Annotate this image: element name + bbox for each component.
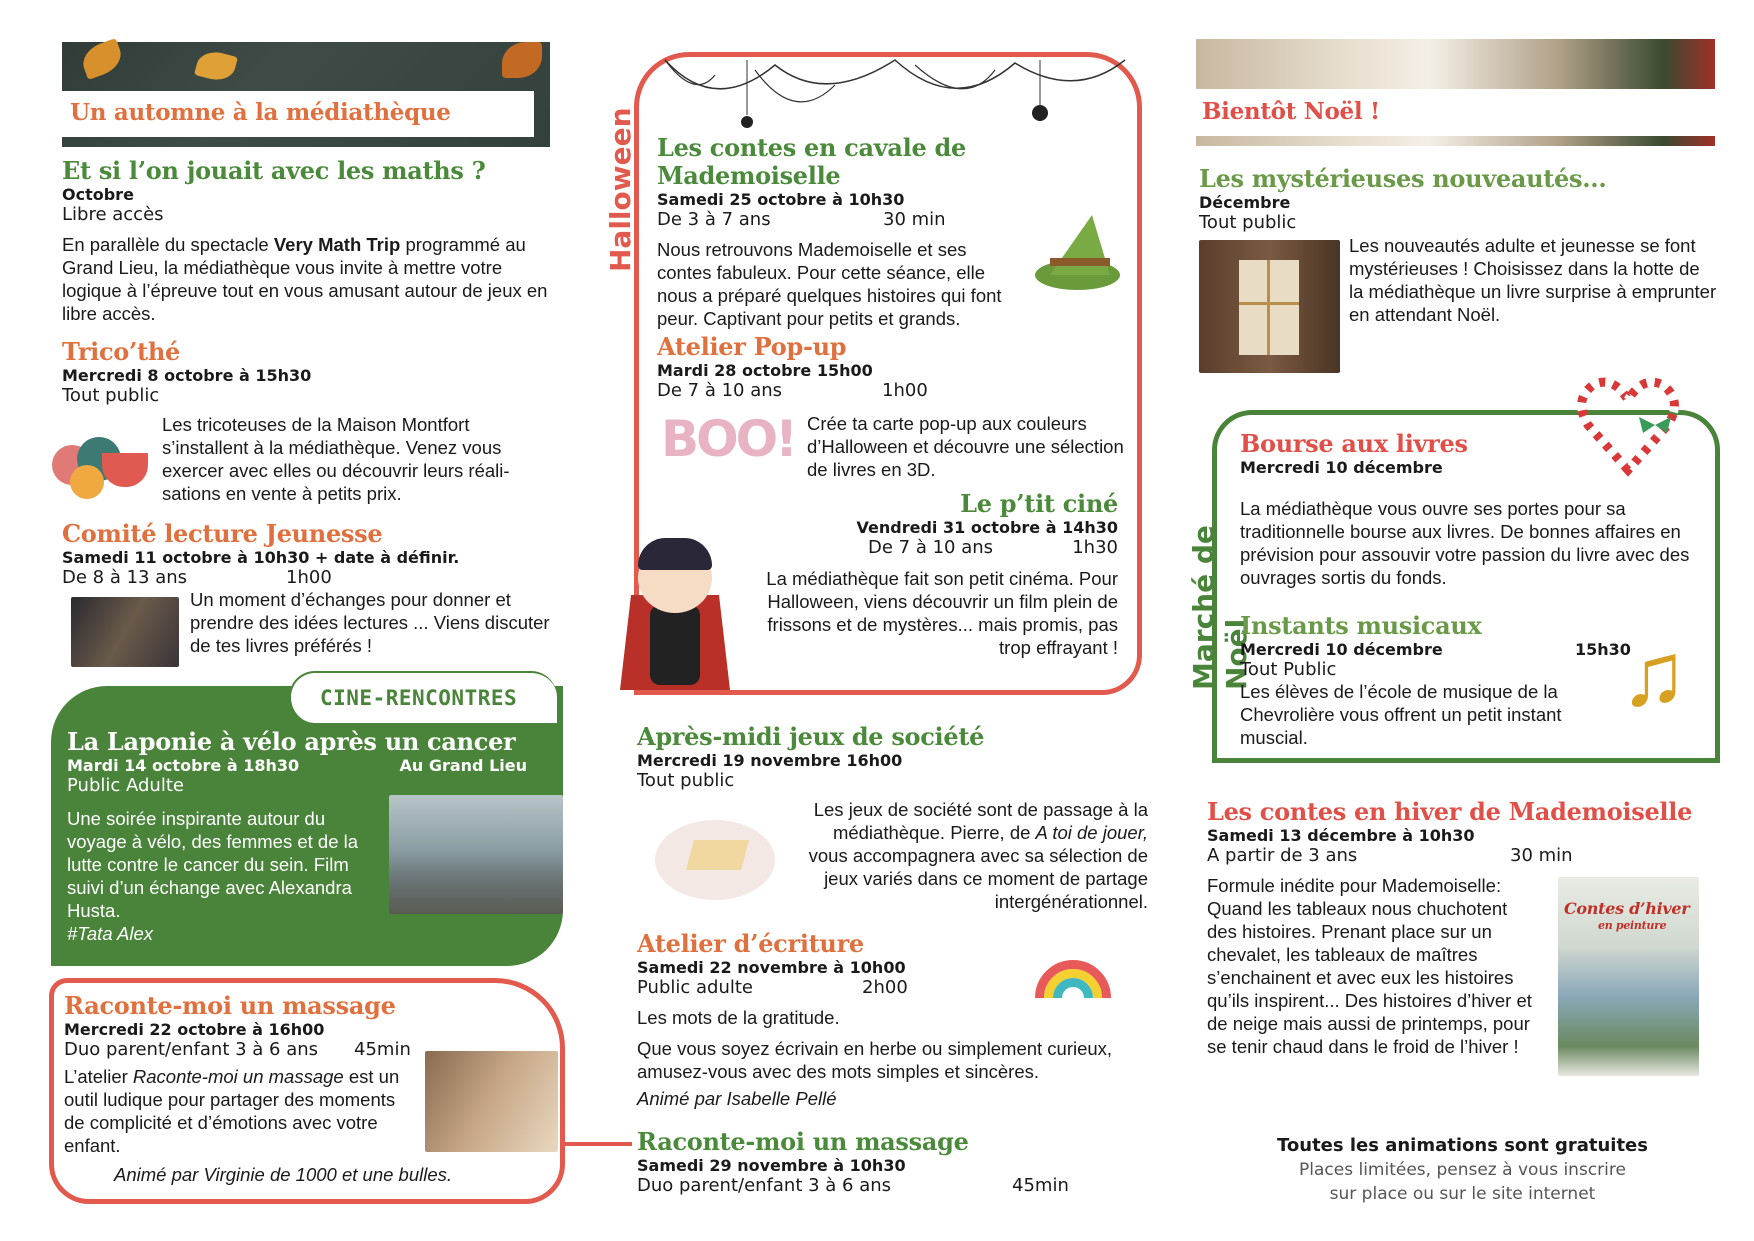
ecriture-description: Que vous soyez écrivain en herbe ou simplement curieux, amusez-vous avec des mots simples et sincères.: [637, 1038, 1113, 1082]
footer-limited: Places limitées, pensez à vous inscrire: [1299, 1160, 1626, 1180]
jeux-date: Mercredi 19 novembre 16h00: [637, 751, 903, 770]
cine-description: Une soirée inspirante autour du voyage à vélo, des femmes et de la lutte contre le cancer du sein. Film suivi d’un échange avec Alexandra Husta. #Tata Alex: [67, 807, 382, 945]
nouveautes-title: Les mystérieuses nouveautés...: [1199, 164, 1607, 193]
leaf-icon: [78, 38, 126, 80]
massage-description: L’atelier Raconte-moi un massage est un outil ludique pour partager des moments de complicité et d’émotions avec votre enfant.: [64, 1066, 400, 1156]
popup-title: Atelier Pop-up: [657, 332, 847, 361]
musicaux-time: 15h30: [1575, 640, 1631, 659]
massage-credit: Animé par Virginie de 1000 et une bulles.: [114, 1164, 453, 1185]
musicaux-title: Instants musicaux: [1240, 611, 1482, 640]
comite-title: Comité lecture Jeunesse: [62, 519, 383, 548]
bourse-date: Mercredi 10 décembre: [1240, 458, 1443, 477]
halloween-side-label: Halloween: [604, 107, 637, 272]
ecriture-duration: 2h00: [862, 977, 908, 998]
poster-subtitle: en peinture: [1598, 919, 1667, 932]
maths-audience: Libre accès: [62, 204, 164, 225]
music-note-icon: ♫: [1620, 625, 1688, 725]
bourse-description: La médiathèque vous ouvre ses portes pour sa traditionnelle bourse aux livres. De bonnes affaires en prévision pour assouvir votre passion du livre avec des ouvrages sortis du fonds.: [1240, 498, 1690, 588]
spider-icon: [1032, 105, 1048, 121]
footer-register: sur place ou sur le site internet: [1329, 1184, 1596, 1204]
jeux-event: [637, 723, 1157, 791]
tricothe-audience: Tout public: [62, 385, 160, 406]
cyclist-photo: [389, 795, 563, 914]
nouveautes-event: [1199, 165, 1719, 233]
maths-description: En parallèle du spectacle Very Math Trip programmé au Grand Lieu, la médiathèque vous invite à mettre votre logique à l’épreuve tout en vous amusant autour de jeux en libre accès.: [62, 234, 548, 324]
leaf-icon: [194, 48, 238, 85]
contes-hiver-poster: [1558, 877, 1699, 1076]
cine-date: Mardi 14 octobre à 18h30: [67, 756, 300, 775]
bourse-event: [1240, 430, 1710, 589]
ecriture-credit: Animé par Isabelle Pellé: [637, 1088, 837, 1109]
marche-noel-side-label: Marché de Noël: [1187, 525, 1253, 690]
massage-event: [64, 992, 484, 1157]
comite-event: [62, 520, 562, 588]
vampire-icon: [620, 535, 730, 690]
leaf-icon: [502, 42, 542, 78]
massage2-duration: 45min: [1012, 1175, 1069, 1196]
board-game-illustration: [655, 800, 775, 900]
bourse-title: Bourse aux livres: [1240, 429, 1468, 458]
massage-title: Raconte-moi un massage: [64, 991, 396, 1020]
gift-photo: [1199, 240, 1340, 373]
cine-place: Au Grand Lieu: [399, 756, 527, 775]
popup-duration: 1h00: [882, 380, 928, 401]
contes-cavale-duration: 30 min: [883, 209, 946, 230]
contes-cavale-title: Les contes en cavale de Mademoiselle: [657, 133, 966, 190]
musicaux-audience: Tout Public: [1240, 659, 1337, 680]
ptit-cine-title: Le p’tit ciné: [960, 489, 1118, 518]
popup-description: Crée ta carte pop-up aux couleurs d’Halloween et découvre une sélection de livres en 3D.: [807, 413, 1124, 480]
cine-title: La Laponie à vélo après un cancer: [67, 727, 516, 756]
rainbow-pen-icon: [1035, 945, 1115, 1015]
massage2-title: Raconte-moi un massage: [637, 1127, 969, 1156]
christmas-banner-title: Bientôt Noël !: [1202, 98, 1380, 125]
ptit-cine-event: [800, 490, 1118, 558]
comite-audience: De 8 à 13 ans: [62, 567, 188, 588]
musicaux-event: [1240, 612, 1640, 749]
autumn-banner-title-box: [62, 91, 534, 137]
popup-event: [657, 333, 1127, 401]
cine-rencontres-tab-label: CINE-RENCONTRES: [320, 686, 518, 710]
parent-child-photo: [425, 1051, 558, 1152]
contes-cavale-description: Nous retrouvons Mademoiselle et ses contes fabuleux. Pour cette séance, elle nous a préparé quelques histoires qui font peur. Captivant pour petits et grands.: [657, 239, 1002, 329]
maths-date: Octobre: [62, 185, 134, 204]
ptit-cine-description: La médiathèque fait son petit cinéma. Pour Halloween, viens découvrir un film plein de frissons et de mystères... mais promis, pas trop effrayant !: [766, 568, 1118, 658]
jeux-description: Les jeux de société sont de passage à la médiathèque. Pierre, de A toi de jouer, vous accompagnera avec sa sélection de jeux variés dans ce moment de partage intergénérationnel.: [808, 799, 1148, 912]
jeux-audience: Tout public: [637, 770, 735, 791]
contes-cavale-date: Samedi 25 octobre à 10h30: [657, 190, 905, 209]
cine-event: [67, 728, 527, 796]
contes-hiver-date: Samedi 13 décembre à 10h30: [1207, 826, 1475, 845]
jeux-title: Après-midi jeux de société: [637, 722, 985, 751]
spider-icon: [741, 116, 753, 128]
massage2-audience: Duo parent/enfant 3 à 6 ans: [637, 1175, 892, 1196]
autumn-banner-title: Un automne à la médiathèque: [70, 99, 451, 126]
ecriture-title: Atelier d’écriture: [637, 929, 864, 958]
massage-duration: 45min: [354, 1039, 411, 1060]
ecriture-audience: Public adulte: [637, 977, 753, 998]
massage-audience: Duo parent/enfant 3 à 6 ans: [64, 1039, 319, 1060]
cine-hashtag: #Tata Alex: [67, 923, 154, 944]
christmas-banner-title-box: [1196, 89, 1715, 136]
popup-date: Mardi 28 octobre 15h00: [657, 361, 873, 380]
ptit-cine-date: Vendredi 31 octobre à 14h30: [856, 518, 1118, 537]
tricothe-description: Les tricoteuses de la Maison Montfort s’installent à la médiathèque. Venez vous exercer avec elles ou découvrir leurs réali-sations en vente à petits prix.: [162, 414, 510, 504]
massage-connector-line: [562, 1142, 632, 1146]
contes-hiver-description: Formule inédite pour Mademoiselle: Quand les tableaux nous chuchotent des histoires. Prenant place sur un chevalet, les tableaux de maîtres s’enchainent et avec eux les histoires qu’ils inspirent... Des histoires d’hiver et de neige mais aussi de printemps, pour se tenir chaud dans le froid de l’hiver !: [1207, 875, 1532, 1057]
comite-duration: 1h00: [286, 567, 332, 588]
musicaux-date: Mercredi 10 décembre: [1240, 640, 1443, 659]
maths-event: [62, 157, 562, 325]
nouveautes-date: Décembre: [1199, 193, 1291, 212]
musicaux-description: Les élèves de l’école de musique de la Chevrolière vous offrent un petit instant muscial.: [1240, 681, 1562, 748]
knitting-tea-icon: [52, 415, 152, 495]
tricothe-title: Trico’thé: [62, 337, 180, 366]
massage2-event: [637, 1128, 1097, 1196]
ecriture-date: Samedi 22 novembre à 10h00: [637, 958, 906, 977]
ecriture-subtitle: Les mots de la gratitude.: [637, 1007, 840, 1028]
tricothe-event: [62, 338, 562, 406]
comite-date: Samedi 11 octobre à 10h30 + date à définir.: [62, 548, 460, 567]
massage2-date: Samedi 29 novembre à 10h30: [637, 1156, 906, 1175]
footer-note: [1200, 1134, 1725, 1206]
cine-audience: Public Adulte: [67, 775, 184, 796]
readers-photo: [71, 597, 179, 667]
ptit-cine-audience: De 7 à 10 ans: [868, 537, 994, 558]
witch-hat-icon: [1025, 210, 1125, 305]
comite-description: Un moment d’échanges pour donner et prendre des idées lectures ... Viens discuter de tes livres préférés !: [190, 589, 550, 656]
nouveautes-description: Les nouveautés adulte et jeunesse se font mystérieuses ! Choisissez dans la hotte de la médiathèque un livre surprise à emprunter en attendant Noël.: [1349, 235, 1717, 325]
nouveautes-audience: Tout public: [1199, 212, 1297, 233]
ptit-cine-duration: 1h30: [1072, 537, 1118, 558]
contes-cavale-audience: De 3 à 7 ans: [657, 209, 771, 230]
popup-audience: De 7 à 10 ans: [657, 380, 783, 401]
footer-free: Toutes les animations sont gratuites: [1277, 1135, 1648, 1156]
contes-hiver-duration: 30 min: [1510, 845, 1573, 866]
boo-icon: BOO!: [661, 410, 795, 468]
tricothe-date: Mercredi 8 octobre à 15h30: [62, 366, 312, 385]
massage-date: Mercredi 22 octobre à 16h00: [64, 1020, 325, 1039]
maths-title: Et si l’on jouait avec les maths ?: [62, 156, 486, 185]
spider-web-decoration: [655, 55, 1135, 135]
contes-hiver-title: Les contes en hiver de Mademoiselle: [1207, 797, 1693, 826]
poster-title: Contes d’hiver: [1564, 899, 1690, 918]
contes-hiver-audience: A partir de 3 ans: [1207, 845, 1358, 866]
